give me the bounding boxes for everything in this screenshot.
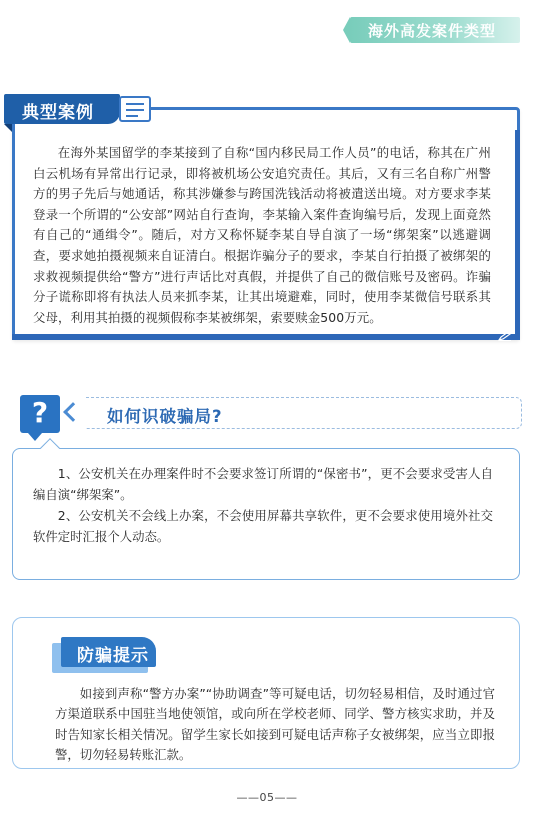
category-header-tag bbox=[350, 17, 520, 43]
page-number: ——05—— bbox=[236, 791, 298, 804]
tips-label: 防骗提示 bbox=[77, 646, 149, 666]
case-box-bottom-bar bbox=[12, 334, 520, 340]
memo-icon bbox=[119, 96, 151, 122]
category-title: 海外高发案件类型 bbox=[368, 22, 497, 40]
case-description: 在海外某国留学的李某接到了自称“国内移民局工作人员”的电话，称其在广州白云机场有异常出行记录，即将被机场公安追究责任。其后，又有三名自称广州警方的男子先后与她通话，称其涉嫌参与跨国洗钱活动将被遣送出境。对方要求李某登录一个所谓的“公安部”网站自行查询，李某输入案件查询编号后，发现上面竟然有自己的“通缉令”。随后，对方又称怀疑李某自导自演了一场“绑架案”以逃避调查，要求她拍摄视频来自证清白。根据诈骗分子的要求，李某自行拍摄了被绑架的求救视频提供给“警方”进行声话比对真假，并提供了自己的微信账号及密码。诈骗分子谎称即将有执法人员来抓李某，让其出境避难，同时，使用李某微信号联系其父母，利用其拍摄的视频假称李某被绑架，索要赎金500万元。 bbox=[33, 145, 491, 325]
case-label-tab bbox=[4, 94, 120, 124]
tips-description: 如接到声称“警方办案”“协助调查”等可疑电话，切勿轻易相信，及时通过官方渠道联系中国驻当地使领馆，或向所在学校老师、同学、警方核实求助，并及时告知家长相关情况。留学生家长如接到可疑电话声称子女被绑架，应当立即报警，切勿轻易转账汇款。 bbox=[55, 686, 495, 763]
pencil-icon bbox=[498, 331, 512, 341]
memo-line-1 bbox=[126, 103, 144, 105]
memo-line-3 bbox=[126, 115, 138, 117]
question-box-notch bbox=[40, 438, 60, 458]
header-tag-fold bbox=[343, 17, 350, 43]
question-badge bbox=[20, 395, 60, 433]
tips-label-tab bbox=[61, 637, 156, 667]
case-box-right-bar bbox=[515, 130, 520, 340]
question-badge-tail bbox=[28, 433, 42, 441]
question-item-1: 1、公安机关在办理案件时不会要求签订所谓的“保密书”，更不会要求受害人自编自演“绑架案”。 bbox=[33, 466, 493, 502]
memo-line-2 bbox=[126, 109, 144, 111]
question-item-2: 2、公安机关不会线上办案，不会使用屏幕共享软件，更不会要求使用境外社交软件定时汇报个人动态。 bbox=[33, 508, 493, 544]
case-label: 典型案例 bbox=[22, 103, 94, 123]
chevron-icon bbox=[63, 402, 83, 422]
question-mark-icon: ? bbox=[31, 396, 49, 429]
case-tab-tail bbox=[4, 124, 12, 132]
question-title: 如何识破骗局? bbox=[107, 407, 223, 426]
